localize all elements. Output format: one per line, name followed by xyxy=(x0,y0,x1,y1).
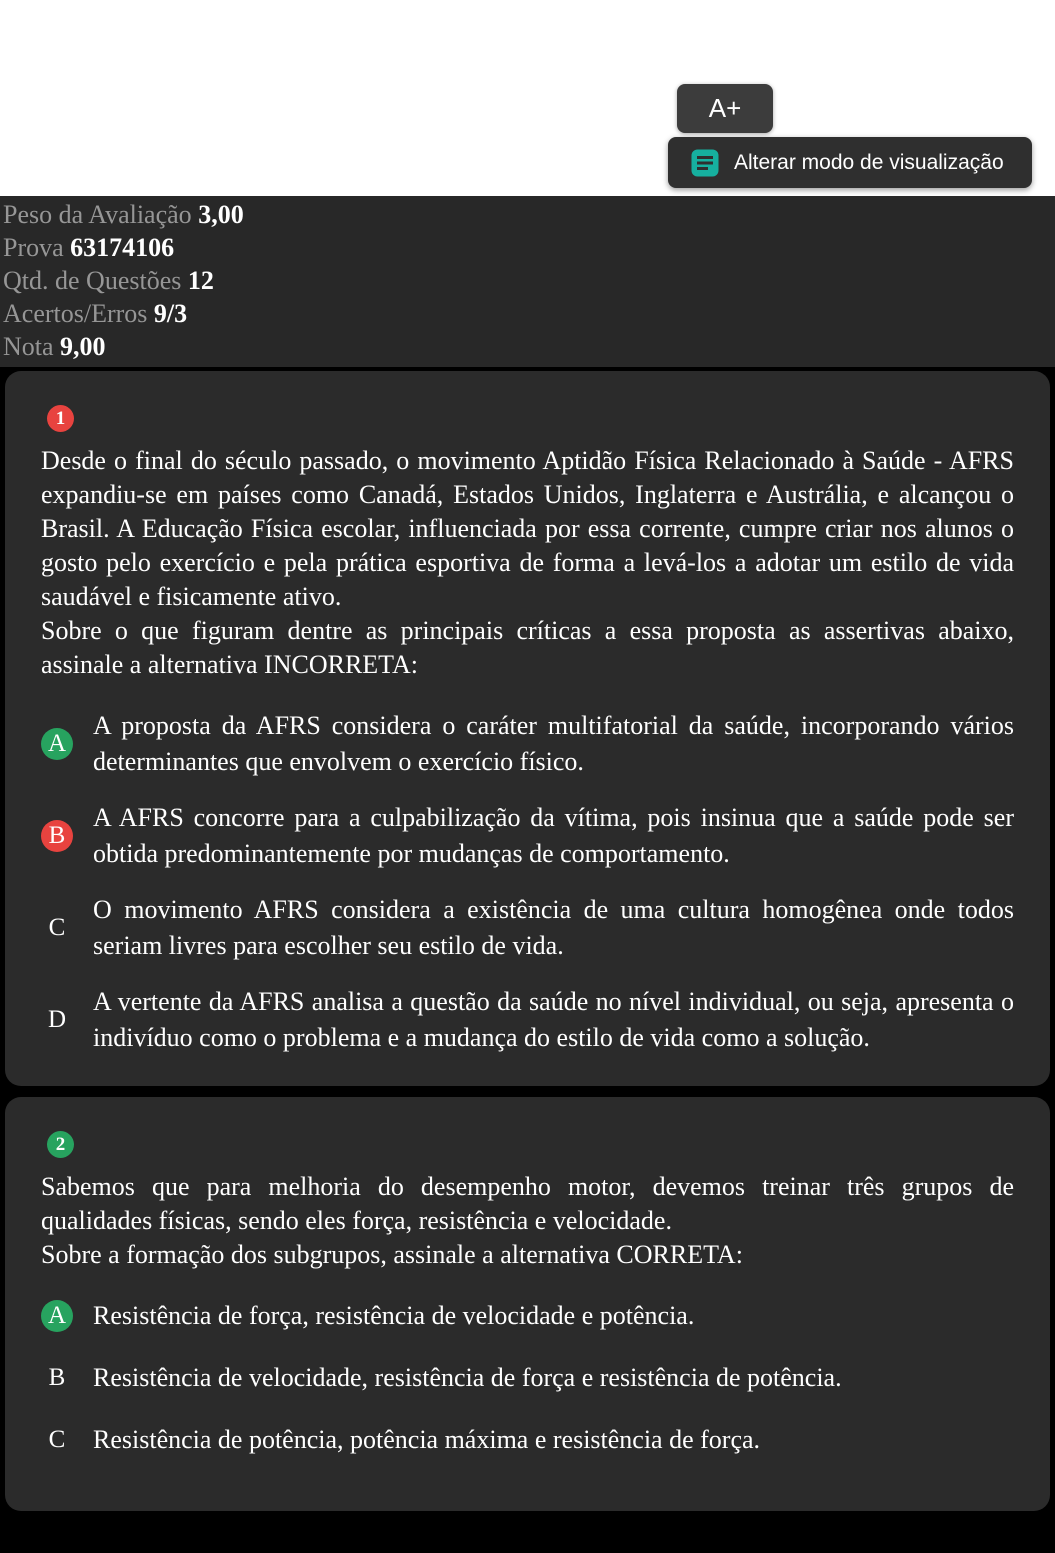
option-letter-badge: B xyxy=(41,820,73,852)
display-mode-icon xyxy=(690,148,720,178)
option-text: Resistência de velocidade, resistência de força e resistência de potência. xyxy=(93,1363,842,1392)
font-increase-button[interactable]: A+ xyxy=(677,84,773,133)
option-letter-badge: A xyxy=(41,1300,73,1332)
exam-info-row xyxy=(3,264,1049,297)
question-number-badge: 2 xyxy=(47,1131,74,1158)
exam-info-row xyxy=(3,198,1049,231)
option-c xyxy=(41,892,1014,964)
question-card-1 xyxy=(5,371,1050,1086)
question-card-2 xyxy=(5,1097,1050,1511)
toolbar-area xyxy=(0,0,1055,196)
questions-list xyxy=(0,367,1055,1511)
hits-misses-label: Acertos/Erros xyxy=(3,299,148,328)
hits-misses-value: 9/3 xyxy=(153,299,188,328)
exam-id-label: Prova xyxy=(3,233,64,262)
option-b xyxy=(41,1360,1014,1396)
question-count-value: 12 xyxy=(187,266,214,295)
grade-value: 9,00 xyxy=(60,332,106,361)
grade-label: Nota xyxy=(3,332,54,361)
exam-info-row xyxy=(3,330,1049,363)
option-letter-badge: A xyxy=(41,728,73,760)
option-text: Resistência de força, resistência de velocidade e potência. xyxy=(93,1301,695,1330)
view-mode-label: Alterar modo de visualização xyxy=(734,150,1004,174)
question-paragraph: Sobre a formação dos subgrupos, assinale a alternativa CORRETA: xyxy=(41,1240,743,1269)
option-d xyxy=(41,984,1014,1056)
option-text: O movimento AFRS considera a existência de uma cultura homogênea onde todos seriam livres para escolher seu estilo de vida. xyxy=(93,895,1014,960)
exam-weight-value: 3,00 xyxy=(198,200,244,229)
option-letter-badge: C xyxy=(48,914,66,941)
option-text: Resistência de potência, potência máxima e resistência de força. xyxy=(93,1425,761,1454)
option-text: A proposta da AFRS considera o caráter multifatorial da saúde, incorporando vários determinantes que envolvem o exercício físico. xyxy=(93,711,1014,776)
exam-info-row xyxy=(3,231,1049,264)
question-text xyxy=(41,1170,1014,1272)
option-a xyxy=(41,1298,1014,1334)
question-paragraph: Desde o final do século passado, o movimento Aptidão Física Relacionado à Saúde - AFRS expandiu-se em países como Canadá, Estados Unidos, Inglaterra e Austrália, e alcançou o Brasil. A Educação Física escolar, influenciada por essa corrente, cumpre criar nos alunos o gosto pelo exercício e pela prática esportiva de forma a levá-los a adotar um estilo de vida saudável e fisicamente ativo. xyxy=(41,446,1014,611)
question-paragraph: Sabemos que para melhoria do desempenho motor, devemos treinar três grupos de qualidades físicas, sendo eles força, resistência e velocidade. xyxy=(41,1172,1014,1235)
question-count-label: Qtd. de Questões xyxy=(3,266,182,295)
exam-info-bar xyxy=(0,196,1055,367)
question-text xyxy=(41,444,1014,682)
options-list xyxy=(41,708,1014,1056)
option-c xyxy=(41,1422,1014,1458)
question-paragraph: Sobre o que figuram dentre as principais críticas a essa proposta as assertivas abaixo, assinale a alternativa INCORRETA: xyxy=(41,616,1014,679)
options-list xyxy=(41,1298,1014,1458)
option-letter-badge: B xyxy=(48,1364,66,1391)
question-number-badge: 1 xyxy=(47,405,74,432)
option-a xyxy=(41,708,1014,780)
exam-weight-label: Peso da Avaliação xyxy=(3,200,192,229)
option-letter-badge: C xyxy=(48,1426,66,1453)
exam-info-row xyxy=(3,297,1049,330)
exam-id-value: 63174106 xyxy=(70,233,175,262)
option-letter-badge: D xyxy=(47,1006,67,1033)
option-text: A AFRS concorre para a culpabilização da vítima, pois insinua que a saúde pode ser obtida predominantemente por mudanças de comportamento. xyxy=(93,803,1014,868)
option-text: A vertente da AFRS analisa a questão da saúde no nível individual, ou seja, apresenta o indivíduo como o problema e a mudança do estilo de vida como a solução. xyxy=(93,987,1014,1052)
view-mode-button[interactable] xyxy=(668,137,1032,188)
option-b xyxy=(41,800,1014,872)
